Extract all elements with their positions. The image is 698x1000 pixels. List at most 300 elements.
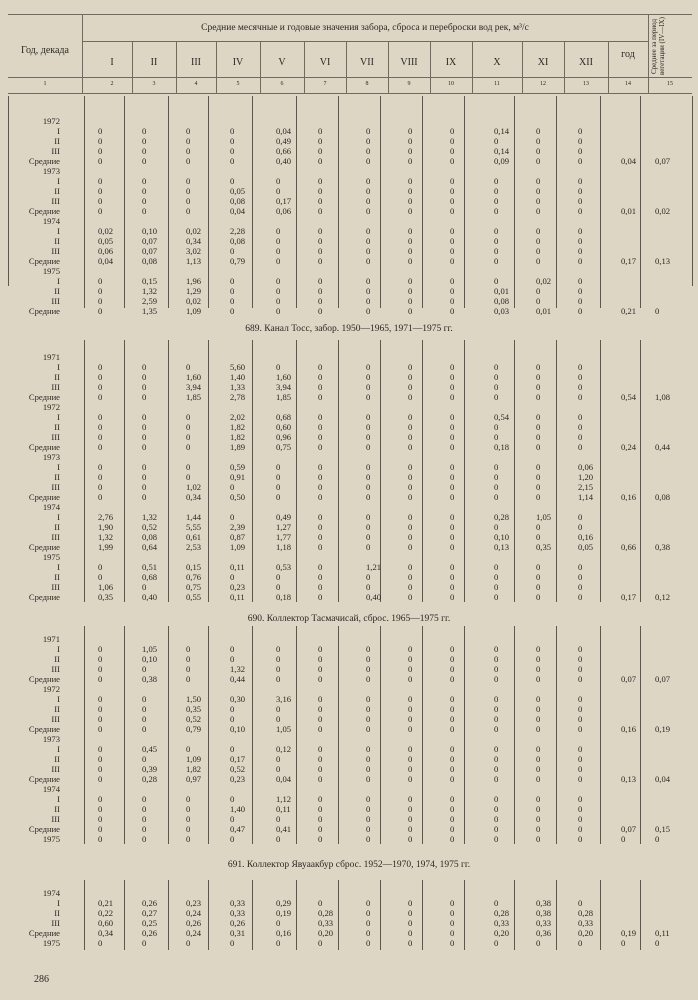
cell-value: 0 [494,236,499,246]
cell-value: 0 [578,186,583,196]
row-label: Средние [28,156,60,166]
cell-value: 0 [494,744,499,754]
cell-value: 0 [318,462,323,472]
cell-value: 0 [536,186,541,196]
cell-value: 0 [142,432,147,442]
row-label: II [54,804,60,814]
cell-value: 0 [186,824,191,834]
cell-value: 0 [450,286,455,296]
table-row [0,714,698,724]
cell-value: 0 [408,764,413,774]
cell-value: 0,79 [186,724,202,734]
cell-value: 0 [494,562,499,572]
cell-value: 0 [276,472,281,482]
table-row [0,146,698,156]
cell-value: 0 [186,794,191,804]
cell-value: 0 [142,392,147,402]
row-label: II [54,704,60,714]
cell-value: 0 [186,186,191,196]
cell-value: 0 [318,146,323,156]
cell-value: 0 [408,422,413,432]
cell-value: 0 [230,176,235,186]
cell-value: 0 [98,764,103,774]
cell-value: 0 [578,674,583,684]
column-number: 8 [365,81,369,87]
cell-value: 0 [450,834,455,844]
table-row [0,402,698,412]
row-label: 1975 [42,266,60,276]
table-row [0,784,698,794]
cell-value: 0 [494,246,499,256]
table-row [0,824,698,834]
table-row [0,928,698,938]
cell-value: 0,02 [98,226,114,236]
vegetation-average: 0,07 [655,674,671,684]
cell-value: 0 [230,156,235,166]
cell-value: 0 [578,804,583,814]
cell-value: 0,06 [98,246,114,256]
cell-value: 0 [276,572,281,582]
cell-value: 0 [276,306,281,316]
table-row [0,306,698,316]
cell-value: 0,10 [142,654,158,664]
cell-value: 0 [450,156,455,166]
cell-value: 3,94 [186,382,202,392]
row-label: III [51,146,60,156]
cell-value: 0 [318,176,323,186]
cell-value: 0 [408,814,413,824]
row-label: III [51,664,60,674]
cell-value: 0 [450,532,455,542]
table-row [0,552,698,562]
table-block-690 [0,626,698,844]
cell-value: 0 [408,834,413,844]
cell-value: 0 [408,898,413,908]
row-label: Средние [28,306,60,316]
cell-value: 0 [536,674,541,684]
cell-value: 0 [450,442,455,452]
cell-value: 0 [318,644,323,654]
cell-value: 0 [366,136,371,146]
cell-value: 0 [536,196,541,206]
cell-value: 2,76 [98,512,114,522]
cell-value: 0 [318,372,323,382]
cell-value: 0 [494,714,499,724]
row-label: II [54,372,60,382]
cell-value: 0 [98,362,103,372]
cell-value: 0 [186,432,191,442]
cell-value: 0 [494,794,499,804]
row-label: 1974 [42,216,60,226]
cell-value: 0,34 [186,492,202,502]
cell-value: 0 [494,664,499,674]
cell-value: 0 [494,362,499,372]
table-row [0,392,698,402]
row-label: Средние [28,442,60,452]
cell-value: 0 [186,834,191,844]
month-header: X [493,57,501,68]
month-header: VIII [400,57,418,68]
row-label: III [51,432,60,442]
month-header: V [278,57,286,68]
cell-value: 0,06 [276,206,292,216]
cell-value: 1,13 [186,256,202,266]
cell-value: 0 [276,834,281,844]
cell-value: 0,87 [230,532,246,542]
cell-value: 0,09 [494,156,510,166]
table-row [0,572,698,582]
cell-value: 0,10 [494,532,510,542]
row-label: III [51,382,60,392]
cell-value: 0 [366,126,371,136]
row-label: 1974 [42,784,60,794]
cell-value: 0 [98,422,103,432]
cell-value: 0 [142,126,147,136]
cell-value: 0 [276,714,281,724]
cell-value: 0 [408,442,413,452]
table-row [0,176,698,186]
cell-value: 0,01 [494,286,510,296]
column-number: 14 [625,81,631,87]
cell-value: 0 [98,286,103,296]
cell-value: 0 [578,522,583,532]
table-row [0,412,698,422]
cell-value: 0 [408,432,413,442]
cell-value: 0 [450,744,455,754]
cell-value: 0 [142,146,147,156]
cell-value: 0 [142,462,147,472]
row-label: Средние [28,542,60,552]
row-label: II [54,136,60,146]
table-row [0,512,698,522]
cell-value: 0 [276,256,281,266]
cell-value: 0,23 [230,774,246,784]
cell-value: 0 [230,744,235,754]
vegetation-average: 0,11 [655,928,670,938]
cell-value: 0 [366,296,371,306]
cell-value: 0 [408,196,413,206]
cell-value: 0,34 [186,236,202,246]
cell-value: 0 [450,226,455,236]
column-number: 10 [448,81,454,87]
cell-value: 1,50 [186,694,202,704]
cell-value: 0,49 [276,136,292,146]
cell-value: 0 [142,186,147,196]
cell-value: 0 [578,572,583,582]
cell-value: 0 [276,246,281,256]
cell-value: 0 [98,276,103,286]
row-label: I [57,562,60,572]
cell-value: 0 [450,432,455,442]
table-row [0,236,698,246]
column-number: 4 [194,81,198,87]
table-row [0,206,698,216]
cell-value: 0 [366,146,371,156]
row-label: I [57,694,60,704]
cell-value: 0 [276,236,281,246]
cell-value: 0 [230,644,235,654]
year-average: 0,17 [621,256,637,266]
table-row [0,432,698,442]
cell-value: 0 [536,824,541,834]
table-row [0,166,698,176]
cell-value: 1,18 [276,542,292,552]
cell-value: 0 [450,462,455,472]
cell-value: 0,08 [494,296,510,306]
cell-value: 0 [408,246,413,256]
cell-value: 0 [186,674,191,684]
row-label: Средние [28,492,60,502]
cell-value: 0 [318,824,323,834]
cell-value: 0 [494,176,499,186]
cell-value: 0 [450,908,455,918]
cell-value: 0 [366,814,371,824]
cell-value: 0 [536,136,541,146]
cell-value: 0,17 [230,754,246,764]
cell-value: 2,39 [230,522,246,532]
cell-value: 0 [494,754,499,764]
cell-value: 0,64 [142,542,158,552]
cell-value: 0,52 [230,764,246,774]
table-row [0,814,698,824]
row-label: I [57,744,60,754]
cell-value: 0 [408,392,413,402]
cell-value: 0,06 [578,462,594,472]
cell-value: 0 [536,392,541,402]
row-label: II [54,472,60,482]
cell-value: 0,33 [494,918,510,928]
cell-value: 0 [318,532,323,542]
cell-value: 0,40 [142,592,158,602]
row-label: III [51,246,60,256]
cell-value: 0 [578,246,583,256]
cell-value: 0 [98,372,103,382]
cell-value: 0,11 [230,562,245,572]
cell-value: 0 [276,644,281,654]
cell-value: 0 [494,774,499,784]
cell-value: 0 [276,286,281,296]
cell-value: 0 [536,442,541,452]
table-row [0,502,698,512]
cell-value: 0 [98,382,103,392]
table-row [0,472,698,482]
cell-value: 0 [536,654,541,664]
cell-value: 0,75 [276,442,292,452]
cell-value: 0,68 [276,412,292,422]
table-row [0,126,698,136]
cell-value: 0 [408,542,413,552]
cell-value: 0 [450,754,455,764]
cell-value: 0 [536,522,541,532]
cell-value: 0 [318,156,323,166]
cell-value: 0 [98,296,103,306]
cell-value: 0 [494,492,499,502]
cell-value: 0 [98,744,103,754]
cell-value: 0 [536,938,541,948]
cell-value: 0 [536,804,541,814]
cell-value: 0,16 [276,928,292,938]
table-row [0,216,698,226]
cell-value: 0 [98,442,103,452]
cell-value: 0,52 [186,714,202,724]
cell-value: 1,90 [98,522,114,532]
year-average: 0,21 [621,306,637,316]
cell-value: 0 [98,196,103,206]
table-row [0,382,698,392]
cell-value: 0 [536,562,541,572]
cell-value: 0 [578,774,583,784]
cell-value: 0 [536,146,541,156]
cell-value: 0 [142,412,147,422]
cell-value: 0 [450,724,455,734]
row-label: III [51,532,60,542]
cell-value: 0 [578,834,583,844]
cell-value: 0 [186,804,191,814]
cell-value: 0 [450,522,455,532]
cell-value: 0 [536,714,541,724]
cell-value: 0 [366,928,371,938]
cell-value: 0 [366,898,371,908]
cell-value: 0 [276,654,281,664]
cell-value: 0,25 [142,918,158,928]
cell-value: 0,08 [142,256,158,266]
cell-value: 0 [536,764,541,774]
cell-value: 0 [578,644,583,654]
cell-value: 0 [230,482,235,492]
cell-value: 0 [142,156,147,166]
year-average: 0,66 [621,542,637,552]
cell-value: 0 [408,592,413,602]
table-block-688 [0,96,698,316]
cell-value: 0 [318,512,323,522]
table-row [0,482,698,492]
cell-value: 0 [408,714,413,724]
row-label: III [51,714,60,724]
cell-value: 0 [450,694,455,704]
cell-value: 0 [98,938,103,948]
cell-value: 0 [408,918,413,928]
table-row [0,674,698,684]
month-header: I [110,57,114,68]
cell-value: 1,14 [578,492,594,502]
cell-value: 0,10 [142,226,158,236]
cell-value: 0 [408,532,413,542]
row-label: I [57,226,60,236]
cell-value: 0 [536,694,541,704]
cell-value: 0 [318,674,323,684]
cell-value: 0 [366,582,371,592]
cell-value: 0 [408,362,413,372]
cell-value: 0 [578,236,583,246]
table-row [0,452,698,462]
cell-value: 0 [450,126,455,136]
cell-value: 0 [408,372,413,382]
table-row [0,186,698,196]
table-block-689 [0,340,698,602]
cell-value: 0 [578,412,583,422]
cell-value: 0,24 [186,928,202,938]
cell-value: 0 [494,644,499,654]
cell-value: 0 [408,482,413,492]
cell-value: 0 [536,492,541,502]
cell-value: 0 [186,814,191,824]
cell-value: 0 [536,296,541,306]
table-row [0,492,698,502]
cell-value: 0 [450,372,455,382]
column-number: 9 [407,81,411,87]
cell-value: 0 [318,246,323,256]
cell-value: 0 [494,432,499,442]
cell-value: 0 [536,744,541,754]
year-average: 0,19 [621,928,637,938]
cell-value: 0 [318,472,323,482]
cell-value: 0,05 [98,236,114,246]
cell-value: 0 [408,804,413,814]
cell-value: 0 [142,372,147,382]
cell-value: 0 [366,704,371,714]
cell-value: 0 [318,834,323,844]
cell-value: 0 [578,126,583,136]
cell-value: 0 [98,644,103,654]
table-row [0,296,698,306]
cell-value: 0 [366,362,371,372]
cell-value: 0,04 [98,256,114,266]
column-number: 12 [540,81,546,87]
row-label: III [51,582,60,592]
cell-value: 0 [98,176,103,186]
cell-value: 0,96 [276,432,292,442]
cell-value: 0,40 [276,156,292,166]
cell-value: 0 [494,764,499,774]
cell-value: 0 [450,582,455,592]
cell-value: 0 [366,236,371,246]
cell-value: 0 [142,492,147,502]
cell-value: 0 [578,562,583,572]
cell-value: 0,08 [230,196,246,206]
cell-value: 0 [318,276,323,286]
cell-value: 0,27 [142,908,158,918]
cell-value: 0,33 [536,918,552,928]
cell-value: 0,02 [536,276,552,286]
cell-value: 0,18 [494,442,510,452]
year-average: 0,01 [621,206,637,216]
cell-value: 0,38 [536,908,552,918]
cell-value: 0,12 [276,744,292,754]
cell-value: 0 [450,472,455,482]
table-row [0,898,698,908]
cell-value: 0 [186,146,191,156]
cell-value: 0 [450,644,455,654]
cell-value: 0 [98,814,103,824]
cell-value: 1,96 [186,276,202,286]
cell-value: 0 [536,754,541,764]
year-average: 0,07 [621,674,637,684]
row-label: III [51,482,60,492]
cell-value: 0 [450,764,455,774]
cell-value: 0 [98,482,103,492]
cell-value: 0 [98,664,103,674]
cell-value: 0 [536,382,541,392]
cell-value: 0 [578,898,583,908]
cell-value: 0 [276,582,281,592]
cell-value: 0 [536,286,541,296]
cell-value: 0,33 [578,918,594,928]
cell-value: 0,97 [186,774,202,784]
cell-value: 0 [276,362,281,372]
cell-value: 0 [366,794,371,804]
cell-value: 0 [536,372,541,382]
cell-value: 0 [142,754,147,764]
